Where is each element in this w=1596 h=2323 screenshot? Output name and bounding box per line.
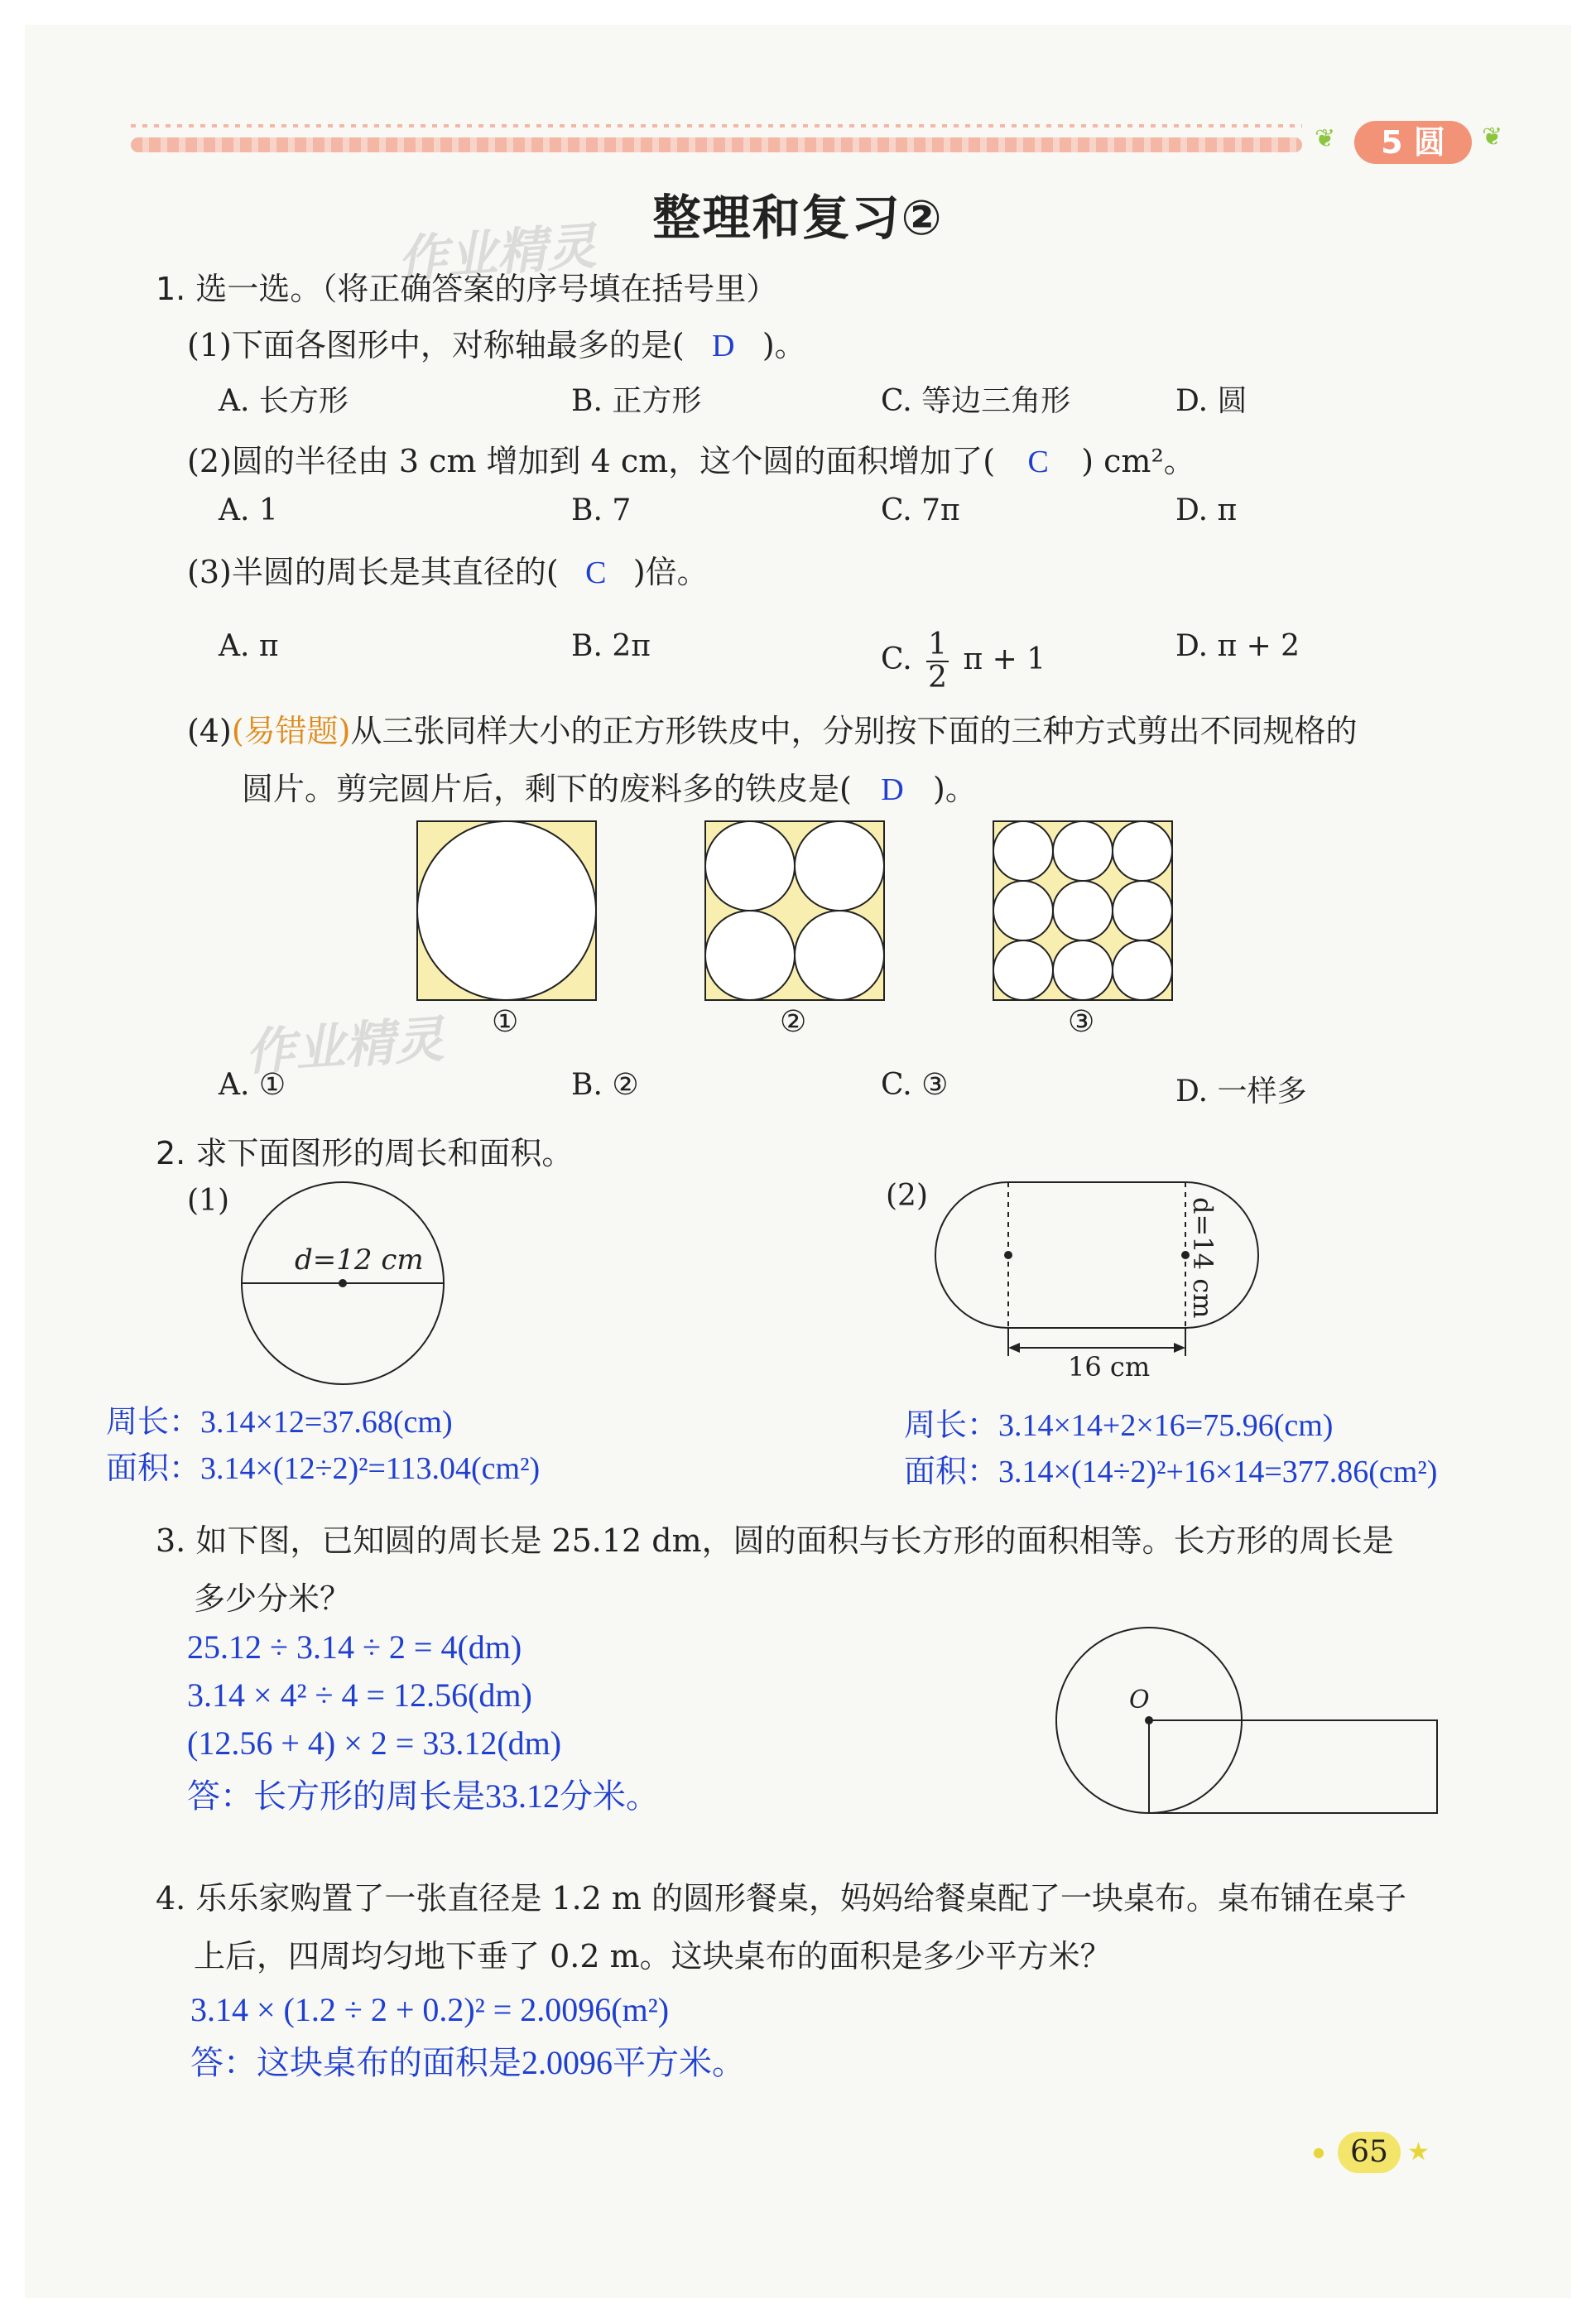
answer: D: [712, 329, 735, 363]
figure-label: ①: [492, 1005, 519, 1039]
option-d: D. 圆: [1175, 384, 1247, 418]
dot-icon: ●: [1313, 2144, 1324, 2160]
watermark: 作业精灵: [396, 217, 598, 290]
stem-text: )倍。: [632, 554, 709, 590]
diameter-label: [1159, 1197, 1219, 1319]
page-title: 整理和复习②: [652, 190, 944, 246]
work-line: (12.56 + 4) × 2 = 33.12(dm): [187, 1724, 562, 1762]
figure-nine-circles: [993, 821, 1172, 1000]
answer-perimeter: 周长：3.14×12=37.68(cm): [106, 1405, 453, 1440]
option-d: D. π + 2: [1175, 629, 1300, 663]
diameter-label: d=12 cm: [295, 1243, 424, 1277]
q3-figure: [1056, 1628, 1437, 1813]
option-a: A. 长方形: [219, 384, 349, 418]
center-label: O: [1129, 1686, 1150, 1715]
fraction-numerator: 1: [928, 628, 948, 661]
q3-line1: 3. 如下图，已知圆的周长是 25.12 dm，圆的面积与长方形的面积相等。长方形的周长是: [156, 1522, 1394, 1559]
q4-line1: 4. 乐乐家购置了一张直径是 1.2 m 的圆形餐桌，妈妈给餐桌配了一块桌布。桌布铺在桌子: [156, 1880, 1407, 1917]
stem-text: (2)圆的半径由 3 cm 增加到 4 cm，这个圆的面积增加了(: [187, 443, 996, 479]
stem-text: ) cm²。: [1081, 443, 1195, 479]
page-number: 65: [1338, 2132, 1401, 2173]
diameter-text: d=14 cm: [1187, 1197, 1219, 1319]
answer-area: 面积：3.14×(14÷2)²+16×14=377.86(cm²): [904, 1455, 1438, 1489]
answer-line: 答：长方形的周长是33.12分米。: [187, 1777, 659, 1815]
stem-text: (3)半圆的周长是其直径的(: [187, 554, 559, 590]
stem-text: 圆片。剪完圆片后，剩下的废料多的铁皮是(: [242, 771, 852, 807]
stem-text: 从三张同样大小的正方形铁皮中，分别按下面的三种方式剪出不同规格的: [350, 713, 1358, 749]
part-number: (4): [187, 713, 232, 749]
option-c: C. 等边三角形: [881, 384, 1071, 418]
fig-label: (2): [886, 1179, 928, 1213]
figure-label: ③: [1068, 1005, 1095, 1039]
answer-line: 答：这块桌布的面积是2.0096平方米。: [190, 2044, 745, 2081]
leaf-icon: ❦: [1482, 123, 1503, 152]
figure-label: ②: [780, 1005, 807, 1039]
option-c: C. 7π: [881, 493, 960, 527]
option-d: D. π: [1175, 493, 1238, 527]
work-line: 3.14 × 4² ÷ 4 = 12.56(dm): [187, 1676, 532, 1714]
work-line: 3.14 × (1.2 ÷ 2 + 0.2)² = 2.0096(m²): [190, 1991, 670, 2028]
option-b: B. ②: [571, 1068, 639, 1102]
leaf-icon: ❦: [1315, 124, 1336, 153]
fig-label: (1): [187, 1184, 229, 1218]
option-a: A. ①: [219, 1068, 286, 1102]
option-a: A. 1: [219, 493, 278, 527]
work-line: 25.12 ÷ 3.14 ÷ 2 = 4(dm): [187, 1628, 522, 1666]
option-b: B. 7: [571, 493, 632, 527]
option-b: B. 正方形: [571, 384, 702, 418]
q3-line2: 多少分米？: [194, 1580, 352, 1617]
answer-perimeter: 周长：3.14×14+2×16=75.96(cm): [904, 1408, 1334, 1443]
stem-text: )。: [762, 327, 806, 363]
figure-one-circle: [417, 821, 596, 1000]
stem-text: (1)下面各图形中，对称轴最多的是(: [187, 327, 685, 363]
option-c-tail: π + 1: [963, 642, 1046, 676]
option-c: C. ③: [881, 1068, 949, 1102]
watermark: 作业精灵: [243, 1010, 446, 1083]
option-a: A. π: [219, 629, 279, 663]
q2-heading: 2. 求下面图形的周长和面积。: [156, 1135, 574, 1171]
fraction-denominator: 2: [928, 661, 948, 695]
answer: D: [881, 772, 904, 807]
q4-line2: 上后，四周均匀地下垂了 0.2 m。这块桌布的面积是多少平方米？: [194, 1938, 1112, 1974]
answer: C: [585, 556, 607, 590]
option-c-letter: C.: [881, 642, 912, 676]
q2-circle-figure: [242, 1182, 444, 1384]
chapter-badge: 5 圆: [1354, 121, 1472, 164]
option-d: D. 一样多: [1175, 1075, 1307, 1109]
q1-heading: 1. 选一选。（将正确答案的序号填在括号里）: [156, 271, 778, 307]
star-icon: ★: [1407, 2138, 1430, 2167]
answer-area: 面积：3.14×(12÷2)²=113.04(cm²): [106, 1451, 541, 1486]
length-label: 16 cm: [1068, 1351, 1151, 1383]
answer: C: [1027, 445, 1049, 479]
option-b: B. 2π: [571, 629, 651, 663]
error-prone-tag: (易错题): [231, 713, 351, 749]
stem-text: )。: [933, 771, 977, 807]
figure-four-circles: [705, 821, 884, 1000]
